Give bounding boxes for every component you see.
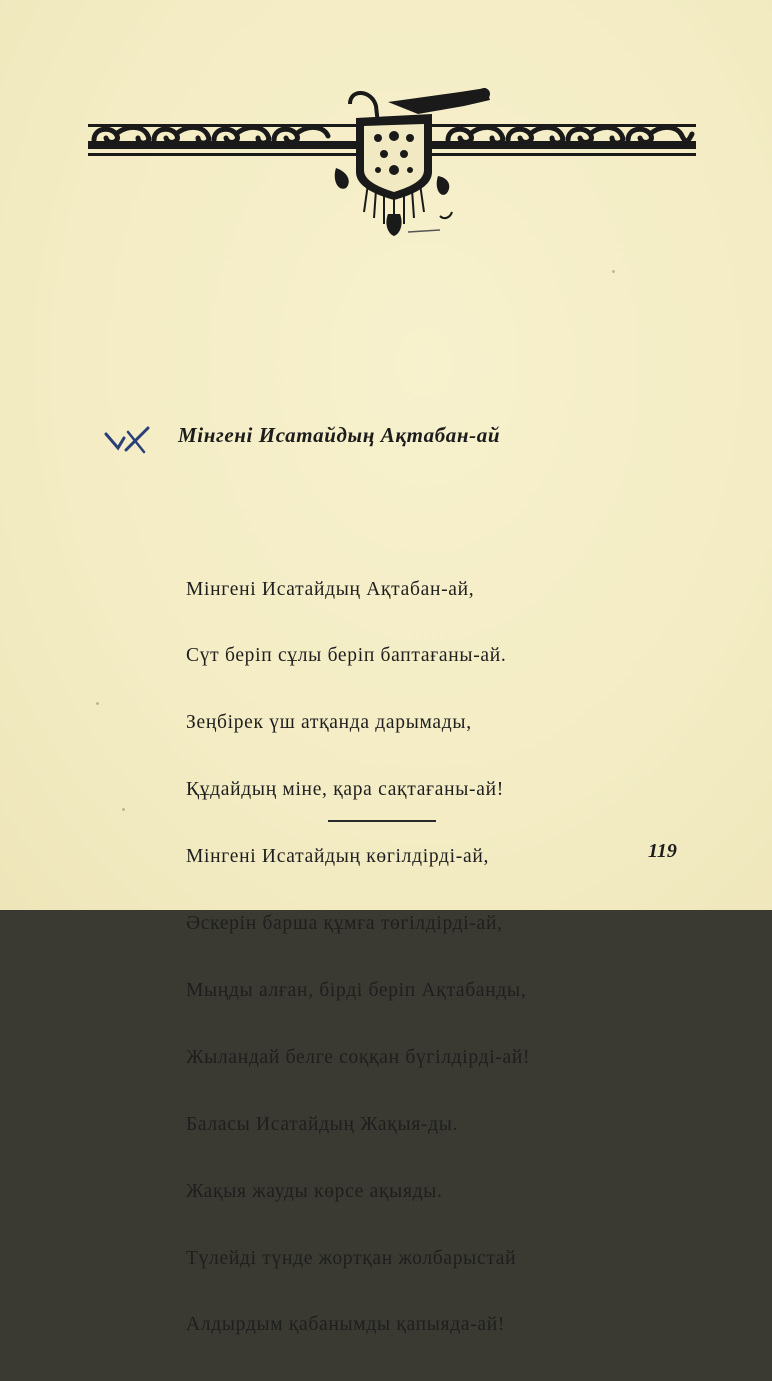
ornamental-headpiece xyxy=(88,84,696,240)
poem-line: Сүт беріп сұлы беріп баптағаны-ай. xyxy=(186,645,507,667)
poem-line: Мінгені Исатайдың көгілдірді-ай, xyxy=(186,846,490,868)
poem-line: Баласы Исатайдың Жақыя-ды. xyxy=(186,1113,459,1135)
poem-line: Жыландай белге соққан бүгілдірді-ай! xyxy=(186,1046,531,1068)
poem-line: Жақыя жауды көрсе ақыяды. xyxy=(186,1180,443,1202)
poem-line: Әскерін барша құмға төгілдірді-ай, xyxy=(186,913,503,935)
poem-title: Мінгені Исатайдың Ақтабан-ай xyxy=(178,423,501,447)
paper-speck xyxy=(122,808,125,811)
poem-line: Құдайдың міне, қара сақтағаны-ай! xyxy=(186,779,504,801)
paper-speck xyxy=(612,270,615,273)
poem-text xyxy=(186,534,530,1381)
handwritten-check-mark xyxy=(104,424,152,456)
poem-line: Зеңбірек үш атқанда дарымады, xyxy=(186,712,472,734)
section-divider xyxy=(328,820,436,822)
poem-line: Алдырдым қабанымды қапыяда-ай! xyxy=(186,1314,506,1336)
poem-line: Мыңды алған, бірді беріп Ақтабанды, xyxy=(186,979,527,1001)
paper-speck xyxy=(96,702,99,705)
poem-line: Мінгені Исатайдың Ақтабан-ай, xyxy=(186,578,475,600)
page-number: 119 xyxy=(648,840,677,862)
poem-line: Түлейді түнде жортқан жолбарыстай xyxy=(186,1247,517,1269)
